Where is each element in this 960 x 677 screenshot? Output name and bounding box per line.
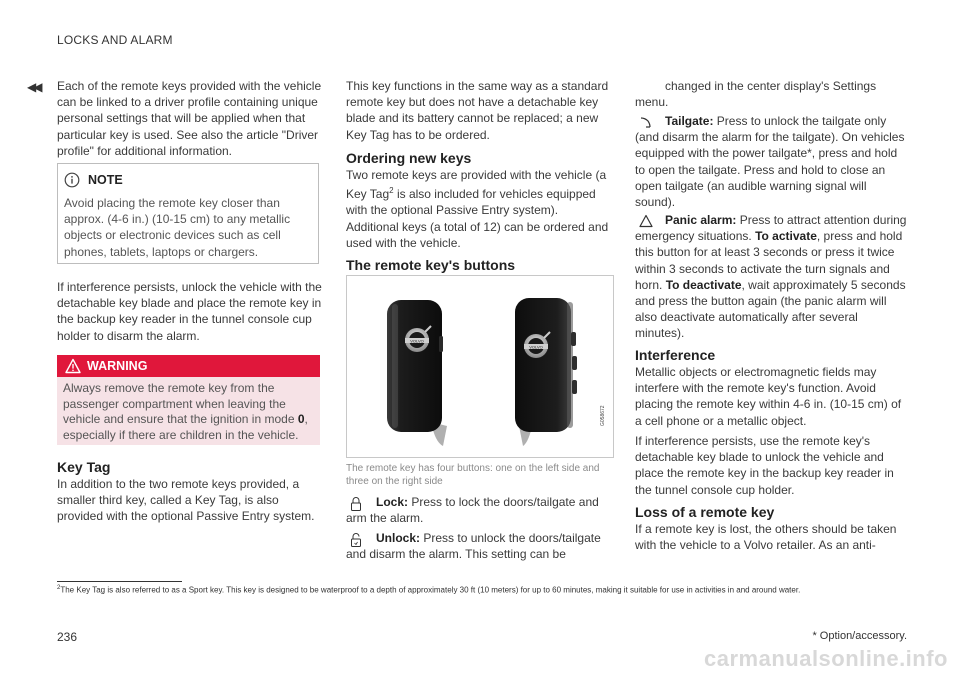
panic-item: Panic alarm: Press to attract attention during emergency situations. To activate, press and hold this button for at least 3 seconds or press it twice within 3 seconds to activate the turn signals and horn. To deactivate, wait approximately 5 seconds and press the button again (the panic alarm will also deactivate automatically after several minutes). [635,213,907,341]
keytag-cont-paragraph: This key functions in the same way as a standard remote key but does not have a detachable key blade and its battery cannot be replaced; a new Key Tag has to be ordered. [346,79,609,142]
remote-key-front [387,300,447,446]
loss-text: If a remote key is lost, the others should be taken with the vehicle to a Volvo retailer. As an anti- [635,522,897,553]
watermark: carmanualsonline.info [704,646,948,671]
remote-key-image [346,275,614,458]
svg-text:VOLVO: VOLVO [410,338,424,344]
lock-item: Lock: Press to lock the doors/tailgate and arm the alarm. [346,495,599,526]
note-box [57,163,319,264]
buttons-heading: The remote key's buttons [346,257,516,273]
interference-text-2: If interference persists, use the remote key's detachable key blade to unlock the vehicle and place the remote key in the backup key reader in the tunnel console cup holder. [635,434,894,497]
unlock-icon [350,532,362,548]
unlock-item: Unlock: Press to unlock the doors/tailgate and disarm the alarm. This setting can be [346,531,601,562]
note-title: NOTE [88,173,123,187]
interference-heading: Interference [635,347,716,363]
warning-box [57,355,320,445]
note-text: Avoid placing the remote key closer than approx. (4-6 in.) (10-15 cm) to any metallic objects or electronic devices such as cell phones, tablets, laptops or chargers. [64,196,291,259]
tailgate-item: Tailgate: Press to unlock the tailgate only (and disarm the alarm for the tailgate). On vehicles equipped with the power tailgate*, press and hold to open the tailgate. Press and hold to close an open tailgate (an audible warning signal will sound). [635,114,905,210]
back-nav-icon[interactable]: ◀◀ [27,80,40,94]
keytag-paragraph: In addition to the two remote keys provided, a smaller third key, called a Key Tag, is also provided with the optional Passive Entry system. [57,477,315,524]
footnote-rule [57,581,182,582]
warning-header [57,355,320,377]
ordering-heading: Ordering new keys [346,150,472,166]
image-code: G058672 [600,405,606,426]
interference-paragraph: If interference persists, unlock the vehicle with the detachable key blade and place the remote key in the backup key reader in the tunnel console cup holder to disarm the alarm. [57,280,322,343]
option-accessory-note: * Option/accessory. [812,630,907,642]
image-caption: The remote key has four buttons: one on the left side and three on the right side [346,463,600,487]
warning-text: Always remove the remote key from the passenger compartment when leaving the vehicle and ensure that the ignition in mode 0, especially if there are children in the vehicle. [63,381,308,442]
warning-triangle-icon [65,358,81,374]
unlock-cont-paragraph: changed in the center display's Settings menu. [635,79,877,110]
footnote: $^2$The Key Tag is also referred to as a Sport key. This key is designed to be waterproof to a depth of approximately 30 ft (10 meters) for up to 60 minutes, making it suitable for use in activities in and around water. [57,585,801,595]
svg-text:VOLVO: VOLVO [529,344,543,350]
section-title: LOCKS AND ALARM [57,33,173,47]
page-number: 236 [57,630,78,644]
keytag-heading: Key Tag [57,459,111,475]
lock-icon [350,496,362,512]
intro-paragraph: Each of the remote keys provided with the vehicle can be linked to a driver profile containing unique personal settings that will be applied when that particular key is used. See also the article "Driver profile" for additional information. [57,79,322,158]
interference-text: Metallic objects or electromagnetic fields may interfere with the remote key's function. Avoid placing the remote key within 4-6 in. (10-15 cm) of a cell phone or a metallic object. [635,365,902,428]
panic-alarm-icon [639,214,653,228]
loss-heading: Loss of a remote key [635,504,775,520]
ordering-paragraph: Two remote keys are provided with the vehicle (a Key Tag$^2$ is also included for vehicles equipped with the optional Passive Entry system). Additional keys (a total of 12) can be ordered and used with the vehicle. [346,168,609,250]
remote-key-back [515,298,577,446]
info-icon [64,172,80,188]
warning-title: WARNING [87,359,148,373]
tailgate-icon [639,115,653,129]
